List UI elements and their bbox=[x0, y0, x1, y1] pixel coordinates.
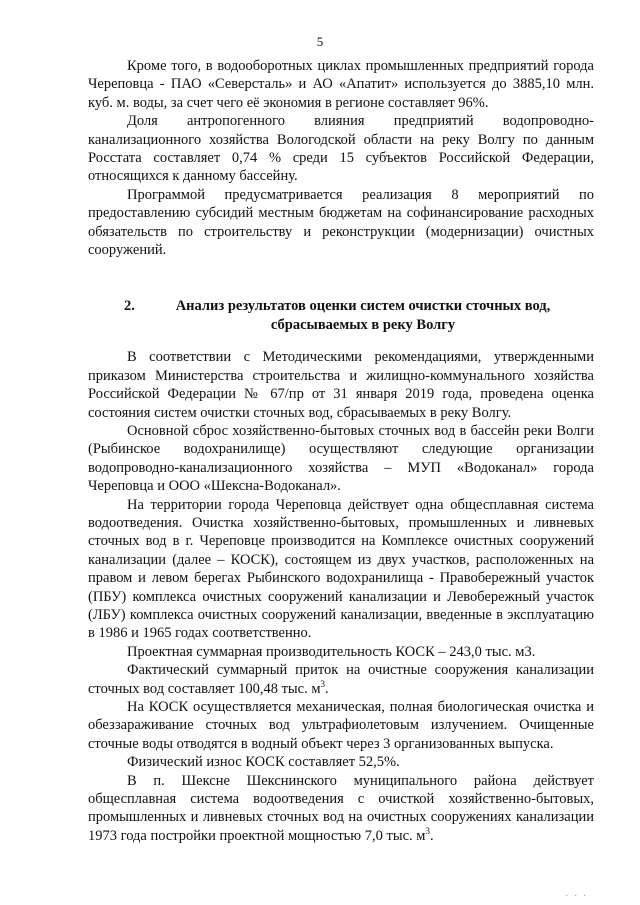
paragraph-methodology: В соответствии с Методическими рекомендациями, утвержденными приказом Министерства строительства и жилищно-коммунального хозяйства Российской Федерации № 67/пр от 31 января 2019 года, проведена оценка состояния систем очистки сточных вод, сбрасываемых в реку Волгу. bbox=[88, 349, 594, 421]
cubic-superscript: 3 bbox=[425, 826, 430, 837]
sheksna-text: В п. Шексне Шекснинского муниципального района действует общесплавная система водоотведения с очисткой хозяйственно-бытовых, промышленных и ливневых сточных вод на очистных сооружениях канализации 1973 года постройки проектной мощностью 7,0 тыс. м bbox=[88, 772, 594, 844]
cubic-superscript: 3 bbox=[320, 678, 326, 689]
paragraph-treatment-stages: На КОСК осуществляется механическая, полная биологическая очистка и обеззараживание сточных вод ультрафиолетовым излучением. Очищенные сточные воды отводятся в водный объект через 3 организованных выпуска. bbox=[88, 699, 594, 752]
section-number: 2. bbox=[124, 298, 135, 315]
page-number: 5 bbox=[316, 34, 324, 49]
section-heading bbox=[88, 297, 594, 334]
paragraph-actual-inflow bbox=[88, 661, 594, 698]
paragraph-physical-wear: Физический износ КОСК составляет 52,5%. bbox=[127, 754, 400, 771]
paragraph-water-recycling: Кроме того, в водооборотных циклах промышленных предприятий города Череповца - ПАО «Северсталь» и АО «Апатит» используется до 3885,10 млн. куб. м. воды, за счет чего её экономия в регионе составляет 96%. bbox=[88, 58, 594, 111]
paragraph-cherepovets-system: На территории города Череповца действует одна общесплавная система водоотведения. Очистка хозяйственно-бытовых, промышленных и ливневых сточных вод в г. Череповце производится на Комплексе очистных сооружений канализации (далее – КОСК), состоящем из двух участков, расположенных на правом и левом берегах Рыбинского водохранилища - Правобережный участок (ПБУ) комплекса очистных сооружений канализации и Левобережный участок (ЛБУ) комплекса очистных сооружений канализации, введенные в эксплуатацию в 1986 и 1965 годах соответственно. bbox=[88, 496, 594, 642]
paragraph-main-discharge: Основной сброс хозяйственно-бытовых сточных вод в бассейн реки Волги (Рыбинское водохранилище) осуществляют следующие организации водопроводно-канализационного хозяйства – МУП «Водоканал» города Череповца и ООО «Шексна-Водоканал». bbox=[88, 422, 594, 495]
actual-inflow-end: . bbox=[325, 680, 329, 697]
paragraph-sheksna-system bbox=[88, 772, 594, 846]
paragraph-anthropogenic-share: Доля антропогенного влияния предприятий водопроводно-канализационного хозяйства Вологодской области на реку Волгу по данным Росстата составляет 0,74 % среди 15 субъектов Российской Федерации, относящихся к данному бассейну. bbox=[88, 113, 594, 185]
document-body bbox=[88, 57, 594, 845]
paragraph-program-measures: Программой предусматривается реализация 8 мероприятий по предоставлению субсидий местным бюджетам на софинансирование расходных обязательств по строительству и реконструкции (модернизации) очистных сооружений. bbox=[88, 186, 594, 259]
corner-mark: . . . bbox=[565, 888, 588, 899]
actual-inflow-text: Фактический суммарный приток на очистные сооружения канализации сточных вод составляет 100,48 тыс. м bbox=[88, 662, 594, 697]
paragraph-design-capacity: Проектная суммарная производительность КОСК – 243,0 тыс. м3. bbox=[127, 643, 536, 660]
section-title-line-2: сбрасываемых в реку Волгу bbox=[270, 316, 456, 333]
sheksna-end: . bbox=[429, 827, 434, 844]
section-title-line-1: Анализ результатов оценки систем очистки сточных вод, bbox=[175, 298, 551, 315]
